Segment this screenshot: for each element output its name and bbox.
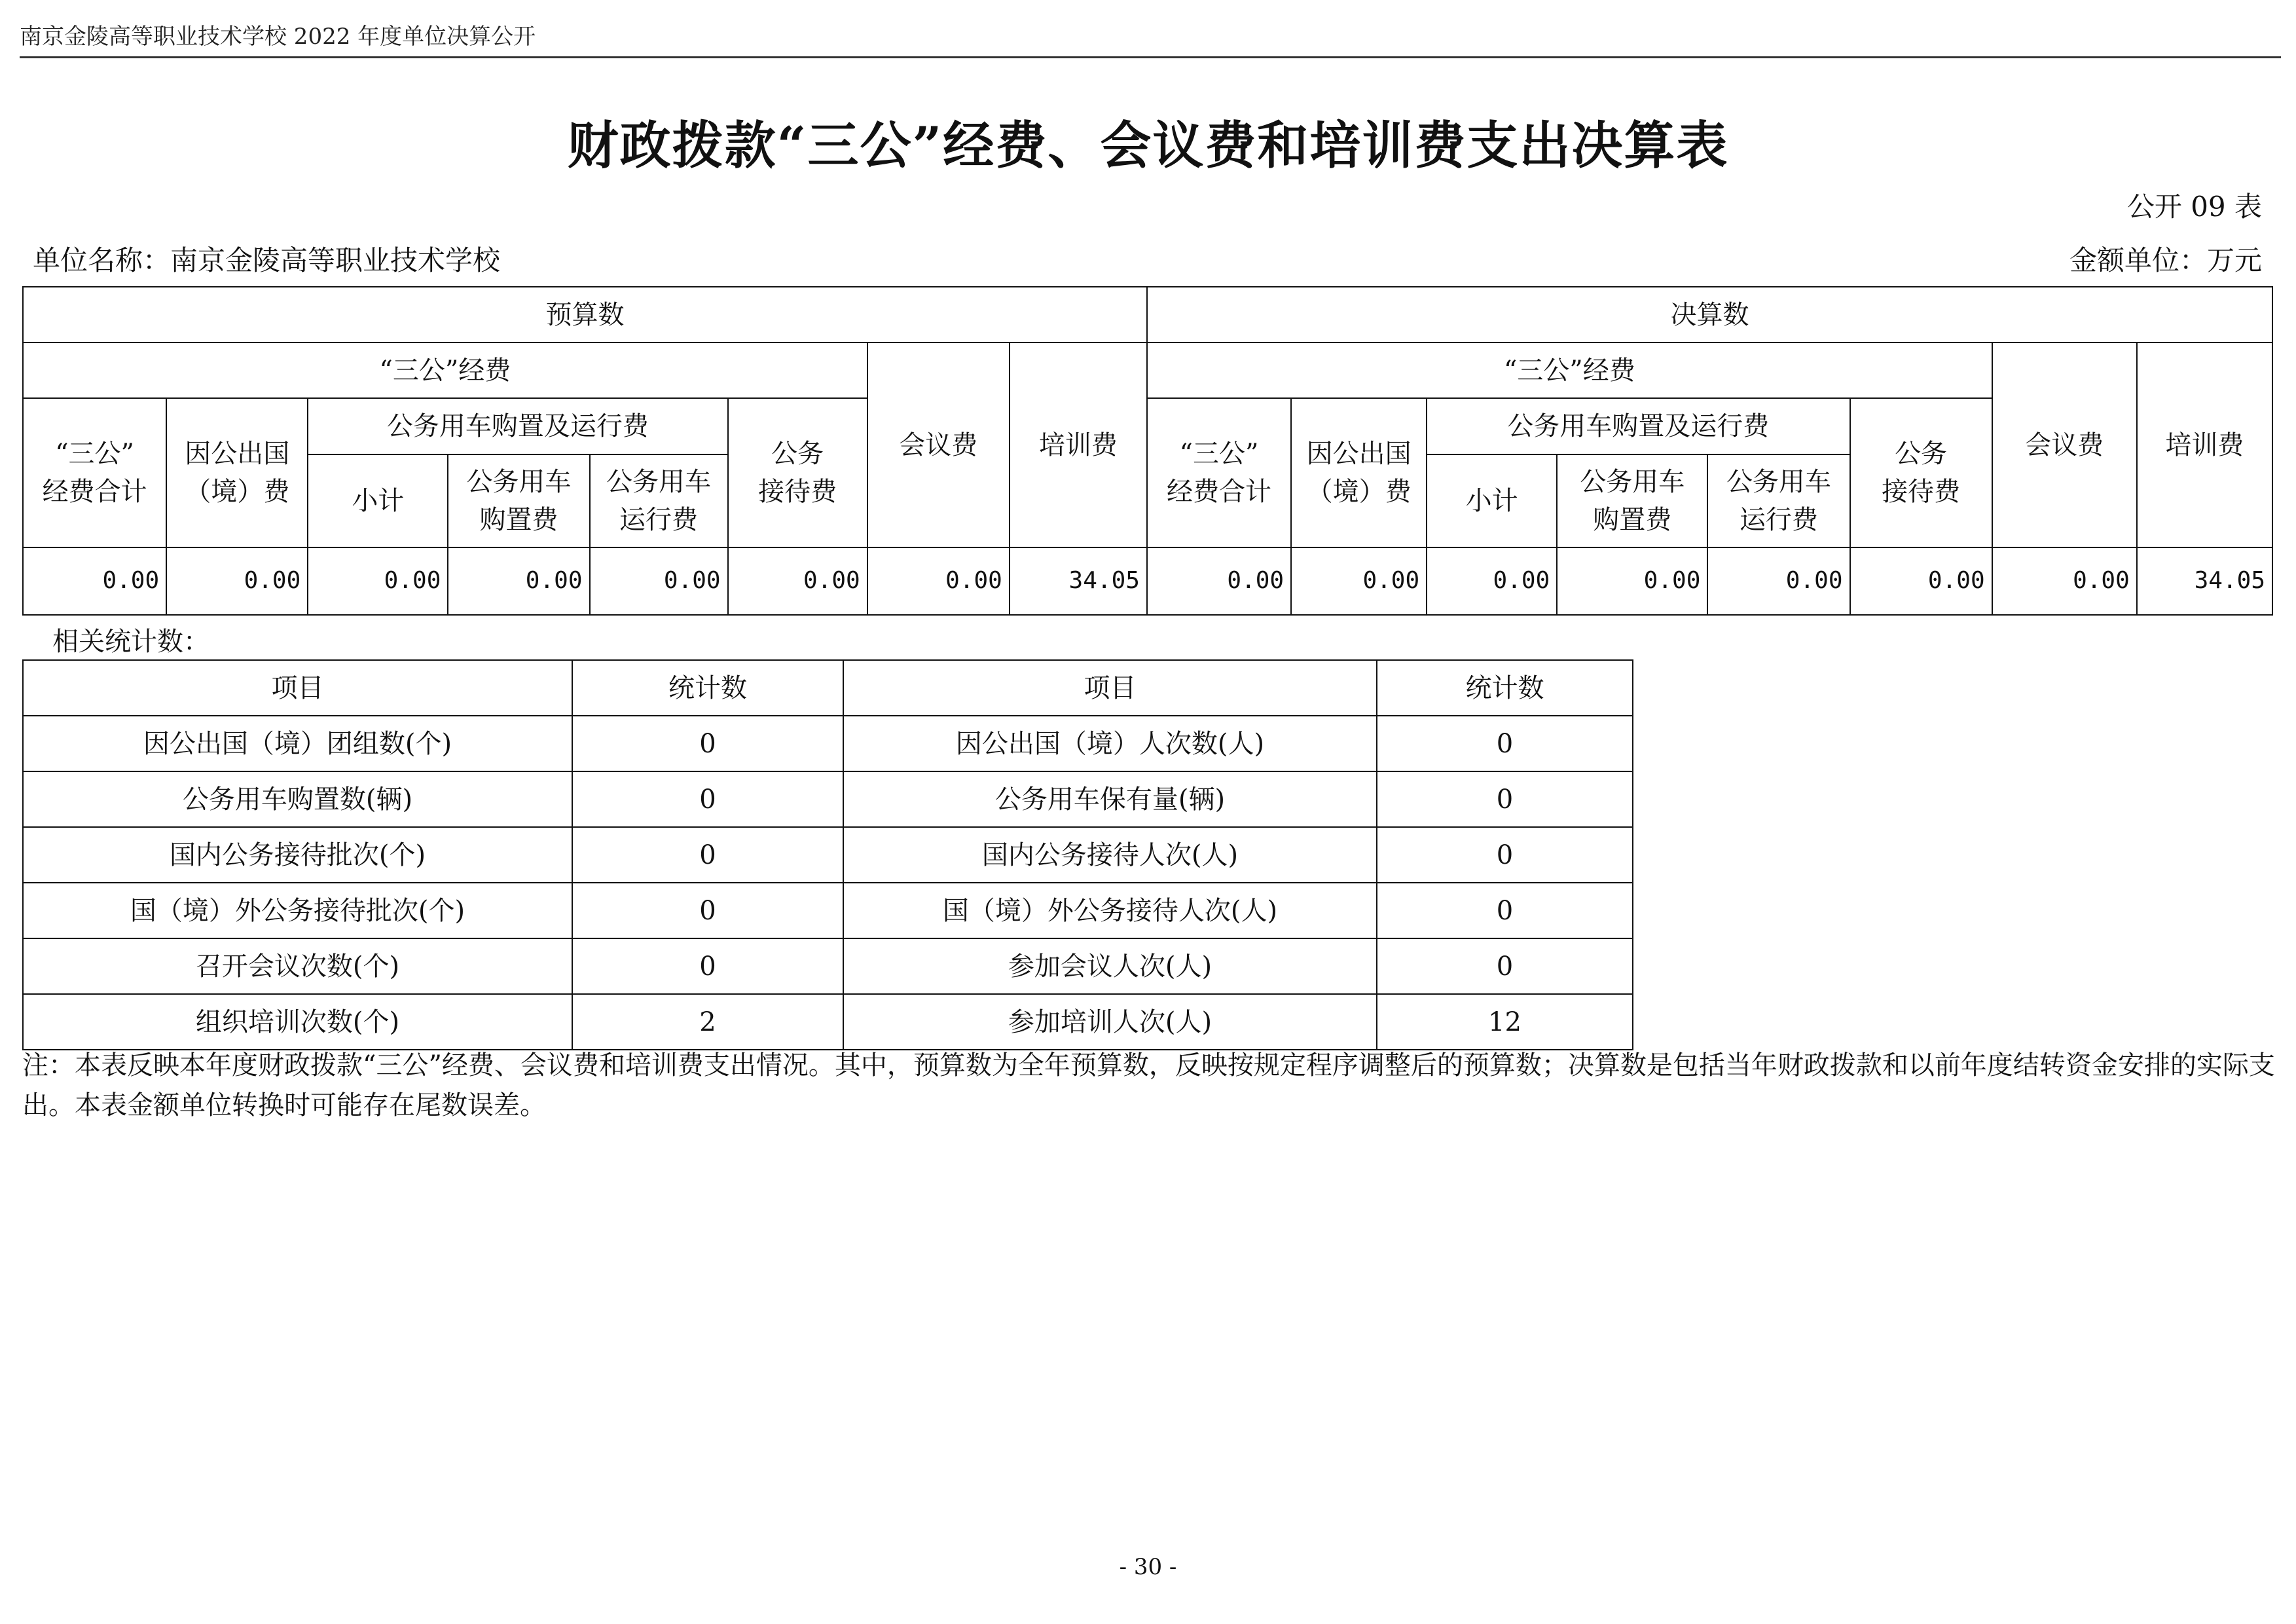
budget-subtotal-header: 小计 [308,454,448,547]
final-reception-header-l2: 接待费 [1882,477,1961,507]
stats-row [23,938,1633,994]
budget-abroad-header [166,398,308,547]
final-subtotal-header: 小计 [1427,454,1557,547]
page-title: 财政拨款“三公”经费、会议费和培训费支出决算表 [567,116,1729,175]
stats-count: 0 [1377,938,1633,994]
budget-vehicle-purchase-header [448,454,589,547]
final-value: 0.00 [1707,547,1850,615]
stats-row [23,827,1633,883]
final-value: 0.00 [1992,547,2137,615]
budget-reception-header-l1: 公务 [771,439,824,469]
budget-three-public-header: “三公”经费 [23,342,867,398]
stats-header-row [23,660,1633,716]
budget-value: 0.00 [166,547,308,615]
final-total-header [1147,398,1291,547]
final-value: 0.00 [1850,547,1992,615]
stats-item: 公务用车购置数(辆) [23,771,572,827]
budget-vehicle-purchase-l1: 公务用车 [466,467,572,497]
budget-abroad-header-l2: （境）费 [185,477,290,507]
budget-vehicle-operation-header [590,454,728,547]
header-rule [20,56,2281,58]
final-value: 0.00 [1557,547,1707,615]
stats-row [23,994,1633,1050]
stats-count: 0 [1377,883,1633,938]
final-value: 34.05 [2137,547,2272,615]
final-total-header-l1: “三公” [1179,439,1259,469]
page-number: - 30 - [1119,1554,1177,1580]
final-reception-header-l1: 公务 [1895,439,1948,469]
final-three-public-header: “三公”经费 [1147,342,1992,398]
stats-label: 相关统计数： [52,627,210,657]
stats-item: 组织培训次数(个) [23,994,572,1050]
final-value: 0.00 [1427,547,1557,615]
stats-header-count: 统计数 [1377,660,1633,716]
budget-vehicle-operation-l2: 运行费 [619,505,699,535]
budget-meeting-header: 会议费 [867,342,1010,547]
stats-row [23,771,1633,827]
final-vehicle-operation-l2: 运行费 [1739,505,1818,535]
final-vehicle-group-header: 公务用车购置及运行费 [1427,398,1850,454]
final-vehicle-operation-l1: 公务用车 [1726,467,1831,497]
stats-item: 国内公务接待人次(人) [843,827,1377,883]
values-row [23,547,2272,615]
budget-header: 预算数 [23,287,1147,342]
stats-count: 0 [572,883,843,938]
final-vehicle-purchase-l1: 公务用车 [1580,467,1685,497]
stats-item: 因公出国（境）团组数(个) [23,716,572,771]
stats-count: 0 [572,716,843,771]
final-value: 0.00 [1291,547,1427,615]
final-vehicle-operation-header [1707,454,1850,547]
unit-name: 单位名称：南京金陵高等职业技术学校 [33,244,501,276]
stats-count: 12 [1377,994,1633,1050]
final-abroad-header-l2: （境）费 [1306,477,1412,507]
final-abroad-header [1291,398,1427,547]
footnote: 注：本表反映本年度财政拨款“三公”经费、会议费和培训费支出情况。其中，预算数为全年预算数，反映按规定程序调整后的预算数；决算数是包括当年财政拨款和以前年度结转资金安排的实际支出。本表金额单位转换时可能存在尾数误差。 [22,1050,2275,1120]
budget-value: 0.00 [448,547,589,615]
amount-unit: 金额单位：万元 [2069,244,2262,276]
budget-vehicle-purchase-l2: 购置费 [479,505,558,535]
stats-row [23,716,1633,771]
budget-value: 0.00 [728,547,867,615]
stats-count: 0 [572,827,843,883]
expenditure-table [22,286,2273,616]
budget-value: 0.00 [590,547,728,615]
stats-table [22,659,1633,1050]
stats-item: 国（境）外公务接待批次(个) [23,883,572,938]
stats-count: 0 [1377,771,1633,827]
budget-total-header-l2: 经费合计 [42,477,147,507]
running-header: 南京金陵高等职业技术学校 2022 年度单位决算公开 [20,24,536,50]
stats-header-item: 项目 [23,660,572,716]
stats-count: 0 [572,938,843,994]
final-value: 0.00 [1147,547,1291,615]
stats-count: 0 [1377,827,1633,883]
final-total-header-l2: 经费合计 [1166,477,1271,507]
budget-reception-header-l2: 接待费 [758,477,837,507]
budget-vehicle-group-header: 公务用车购置及运行费 [308,398,727,454]
budget-training-header: 培训费 [1010,342,1147,547]
final-vehicle-purchase-header [1557,454,1707,547]
stats-count: 0 [1377,716,1633,771]
stats-count: 2 [572,994,843,1050]
budget-reception-header [728,398,867,547]
stats-item: 国内公务接待批次(个) [23,827,572,883]
stats-row [23,883,1633,938]
budget-vehicle-operation-l1: 公务用车 [606,467,712,497]
final-header: 决算数 [1147,287,2272,342]
stats-count: 0 [572,771,843,827]
budget-value: 34.05 [1010,547,1147,615]
budget-value: 0.00 [867,547,1010,615]
stats-header-count: 统计数 [572,660,843,716]
budget-total-header-l1: “三公” [55,439,135,469]
stats-item: 参加培训人次(人) [843,994,1377,1050]
stats-item: 参加会议人次(人) [843,938,1377,994]
budget-abroad-header-l1: 因公出国 [185,439,290,469]
final-vehicle-purchase-l2: 购置费 [1593,505,1672,535]
stats-item: 国（境）外公务接待人次(人) [843,883,1377,938]
final-abroad-header-l1: 因公出国 [1306,439,1412,469]
budget-total-header [23,398,166,547]
final-training-header: 培训费 [2137,342,2272,547]
stats-header-item: 项目 [843,660,1377,716]
stats-item: 公务用车保有量(辆) [843,771,1377,827]
final-reception-header [1850,398,1992,547]
stats-item: 召开会议次数(个) [23,938,572,994]
budget-value: 0.00 [23,547,166,615]
final-meeting-header: 会议费 [1992,342,2137,547]
stats-item: 因公出国（境）人次数(人) [843,716,1377,771]
form-number: 公开 09 表 [2126,191,2262,223]
budget-value: 0.00 [308,547,448,615]
